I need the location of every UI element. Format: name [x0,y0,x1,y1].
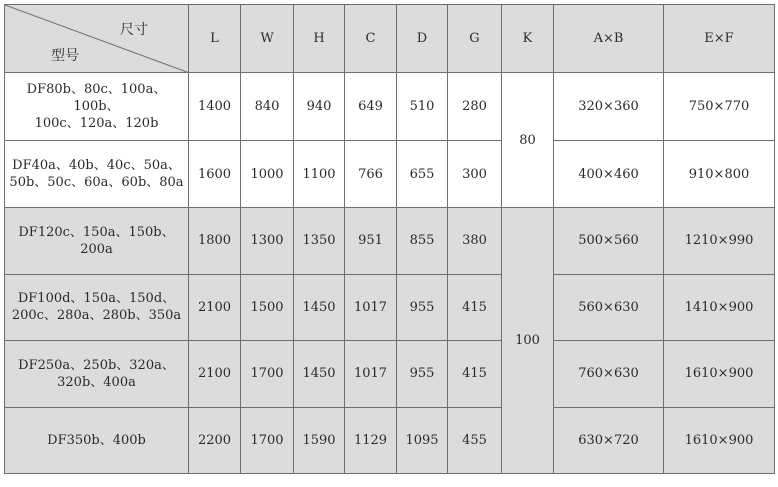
g-cell: 300 [448,140,502,207]
col-header-exf: E×F [664,5,775,73]
col-header-h: H [294,5,345,73]
corner-header-cell [5,5,189,73]
col-header-k: K [502,5,554,73]
d-cell: 955 [397,274,448,340]
table-row [5,140,775,207]
model-cell: DF120c、150a、150b、200a [5,208,189,274]
d-cell: 655 [397,140,448,207]
col-header-d: D [397,5,448,73]
c-cell: 1129 [345,407,397,473]
col-header-g: G [448,5,502,73]
model-cell: DF250a、250b、320a、 320b、400a [5,341,189,407]
h-cell: 1450 [294,274,345,340]
g-cell: 415 [448,341,502,407]
l-cell: 1800 [189,208,241,274]
g-cell: 380 [448,208,502,274]
c-cell: 649 [345,73,397,140]
g-cell: 415 [448,274,502,340]
corner-label-model: 型号 [51,48,79,64]
g-cell: 455 [448,407,502,473]
l-cell: 2200 [189,407,241,473]
model-cell: DF100d、150a、150d、 200c、280a、280b、350a [5,274,189,340]
c-cell: 1017 [345,341,397,407]
table-row [5,274,775,340]
exf-cell: 910×800 [664,140,775,207]
exf-cell: 750×770 [664,73,775,140]
c-cell: 1017 [345,274,397,340]
header-row [5,5,775,73]
axb-cell: 560×630 [554,274,664,340]
d-cell: 955 [397,341,448,407]
h-cell: 1350 [294,208,345,274]
c-cell: 766 [345,140,397,207]
c-cell: 951 [345,208,397,274]
k-cell-group-2: 100 [502,208,554,474]
l-cell: 2100 [189,341,241,407]
model-cell: DF350b、400b [5,407,189,473]
exf-cell: 1210×990 [664,208,775,274]
corner-label-dimension: 尺寸 [120,22,148,38]
col-header-w: W [241,5,294,73]
table-row [5,407,775,473]
dimension-table [4,4,775,474]
col-header-l: L [189,5,241,73]
d-cell: 855 [397,208,448,274]
w-cell: 1700 [241,407,294,473]
col-header-axb: A×B [554,5,664,73]
model-cell: DF40a、40b、40c、50a、 50b、50c、60a、60b、80a [5,140,189,207]
axb-cell: 400×460 [554,140,664,207]
axb-cell: 760×630 [554,341,664,407]
axb-cell: 630×720 [554,407,664,473]
l-cell: 1400 [189,73,241,140]
diagonal-divider [5,5,188,72]
col-header-c: C [345,5,397,73]
w-cell: 1500 [241,274,294,340]
h-cell: 940 [294,73,345,140]
h-cell: 1590 [294,407,345,473]
w-cell: 1700 [241,341,294,407]
table-row [5,208,775,274]
l-cell: 2100 [189,274,241,340]
k-cell-group-1: 80 [502,73,554,208]
exf-cell: 1610×900 [664,341,775,407]
exf-cell: 1410×900 [664,274,775,340]
w-cell: 1000 [241,140,294,207]
table-row [5,73,775,140]
w-cell: 840 [241,73,294,140]
l-cell: 1600 [189,140,241,207]
exf-cell: 1610×900 [664,407,775,473]
g-cell: 280 [448,73,502,140]
model-cell: DF80b、80c、100a、100b、 100c、120a、120b [5,73,189,140]
h-cell: 1450 [294,341,345,407]
table-row [5,341,775,407]
w-cell: 1300 [241,208,294,274]
h-cell: 1100 [294,140,345,207]
axb-cell: 320×360 [554,73,664,140]
d-cell: 510 [397,73,448,140]
d-cell: 1095 [397,407,448,473]
axb-cell: 500×560 [554,208,664,274]
